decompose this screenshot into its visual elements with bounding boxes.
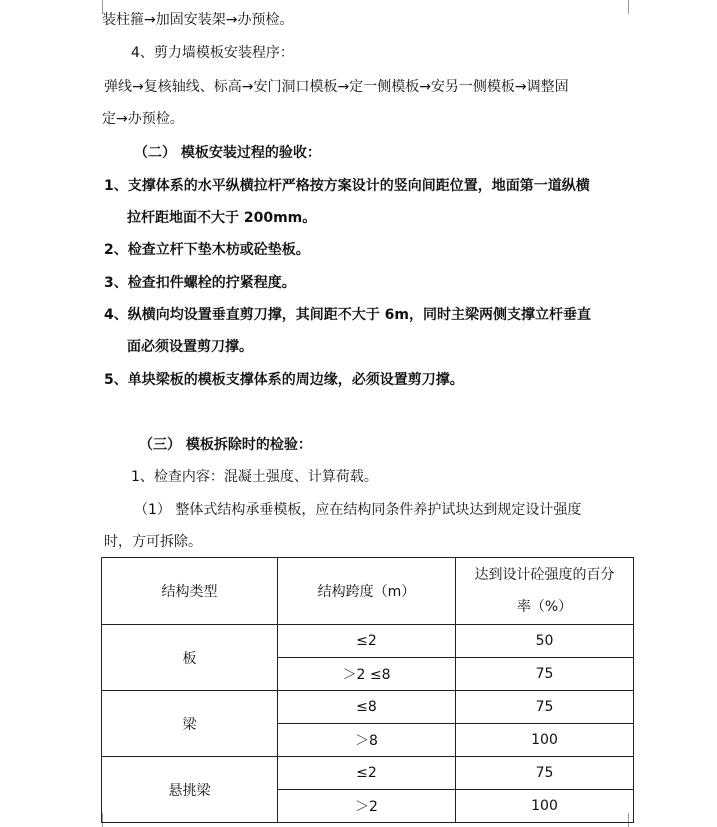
list-item: 1、支撑体系的水平纵横拉杆严格按方案设计的竖向间距位置，地面第一道纵横	[104, 178, 590, 194]
cell-percent: 100	[456, 724, 634, 757]
header-percent-line1: 达到设计砼强度的百分	[474, 567, 615, 583]
header-percent	[456, 558, 634, 625]
table-header-row	[102, 558, 634, 625]
list-item: 5、单块梁板的模板支撑体系的周边缘，必须设置剪刀撑。	[104, 372, 464, 388]
cell-percent: 100	[456, 790, 634, 823]
cell-span: ≤2	[278, 625, 456, 658]
header-span: 结构跨度（m）	[278, 558, 456, 625]
list-item: 3、检查扣件螺栓的拧紧程度。	[104, 275, 296, 291]
cell-percent: 75	[456, 691, 634, 724]
list-item-continuation: 面必须设置剪刀撑。	[127, 339, 253, 355]
crop-mark-top-left	[88, 0, 103, 14]
paragraph-line: 1、检查内容：混凝土强度、计算荷载。	[131, 469, 378, 485]
header-structure-type: 结构类型	[102, 558, 278, 625]
cell-span: ＞8	[278, 724, 456, 757]
cell-span: ≤8	[278, 691, 456, 724]
cell-percent: 75	[456, 757, 634, 790]
table-row	[102, 691, 634, 724]
header-percent-line2: 率（%）	[516, 599, 573, 615]
table-row	[102, 625, 634, 658]
cell-structure-type: 板	[102, 625, 278, 691]
section-heading: （二） 模板安装过程的验收：	[134, 145, 321, 161]
paragraph-line: 定→办预检。	[102, 111, 184, 127]
cell-structure-type: 悬挑梁	[102, 757, 278, 823]
crop-mark-top-right	[628, 0, 643, 14]
paragraph-line: （1） 整体式结构承垂模板，应在结构同条件养护试块达到规定设计强度	[134, 502, 582, 518]
paragraph-line: 弹线→复核轴线、标高→安门洞口模板→定一侧模板→安另一侧模板→调整固	[104, 79, 569, 95]
list-item: 2、检查立杆下垫木枋或砼垫板。	[104, 242, 310, 258]
section-heading: 4、剪力墙模板安装程序：	[131, 45, 294, 61]
cell-span: ≤2	[278, 757, 456, 790]
section-heading: （三） 模板拆除时的检验：	[139, 437, 312, 453]
cell-percent: 75	[456, 658, 634, 691]
cell-span: ＞2	[278, 790, 456, 823]
paragraph-line: 装柱箍→加固安装架→办预检。	[102, 12, 294, 28]
cell-span: ＞2 ≤8	[278, 658, 456, 691]
formwork-removal-table	[101, 557, 634, 823]
table-row	[102, 757, 634, 790]
cell-structure-type: 梁	[102, 691, 278, 757]
list-item-continuation: 拉杆距地面不大于 200mm。	[127, 210, 317, 226]
paragraph-line: 时，方可拆除。	[104, 534, 202, 550]
cell-percent: 50	[456, 625, 634, 658]
list-item: 4、纵横向均设置垂直剪刀撑，其间距不大于 6m，同时主梁两侧支撑立杆垂直	[104, 307, 591, 323]
